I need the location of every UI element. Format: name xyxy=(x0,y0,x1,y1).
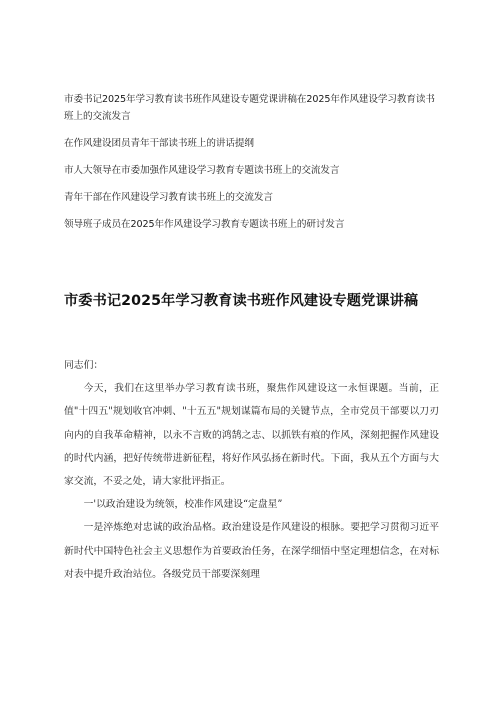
toc-item[interactable]: 领导班子成员在2025年作风建设学习教育专题读书班上的研讨发言 xyxy=(64,219,345,230)
table-of-contents xyxy=(64,91,444,243)
section-paragraph: 一是淬炼绝对忠诚的政治品格。政治建设是作风建设的根脉。要把学习贯彻习近平新时代中国特色社会主义思想作为首要政治任务，在深学细悟中坚定理想信念，在对标对表中提升政治站位。各级党员干部要深刻理 xyxy=(64,522,439,580)
toc-item[interactable]: 在作风建设团员青年干部读书班上的讲话提纲 xyxy=(64,138,254,149)
document-title: 市委书记2025年学习教育读书班作风建设专题党课讲稿 xyxy=(64,293,419,309)
section-heading: 一'以政治建设为统领，校准作风建设“定盘星” xyxy=(83,499,283,511)
intro-paragraph: 今天，我们在这里举办学习教育读书班，聚焦作风建设这一永恒课题。当前，正值"十四五"规划收官冲刺、"十五五"规划谋篇布局的关键节点，全市党员干部要以刀刃向内的自我革命精神，以永不言败的鸿鹄之志、以抓铁有痕的作风，深刻把握作风建设的时代内涵，把好传统带进新征程，将好作风弘扬在新时代。下面，我从五个方面与大家交流，不妥之处，请大家批评指正。 xyxy=(64,383,439,488)
toc-item[interactable]: 市人大领导在市委加强作风建设学习教育专题读书班上的交流发言 xyxy=(64,165,340,176)
document-body xyxy=(64,354,439,586)
toc-item[interactable]: 青年干部在作风建设学习教育读书班上的交流发言 xyxy=(64,192,273,203)
toc-item[interactable]: 市委书记2025年学习教育读书班作风建设专题党课讲稿在2025年作风建设学习教育读书班上的交流发言 xyxy=(64,94,435,122)
salutation: 同志们： xyxy=(64,360,104,371)
